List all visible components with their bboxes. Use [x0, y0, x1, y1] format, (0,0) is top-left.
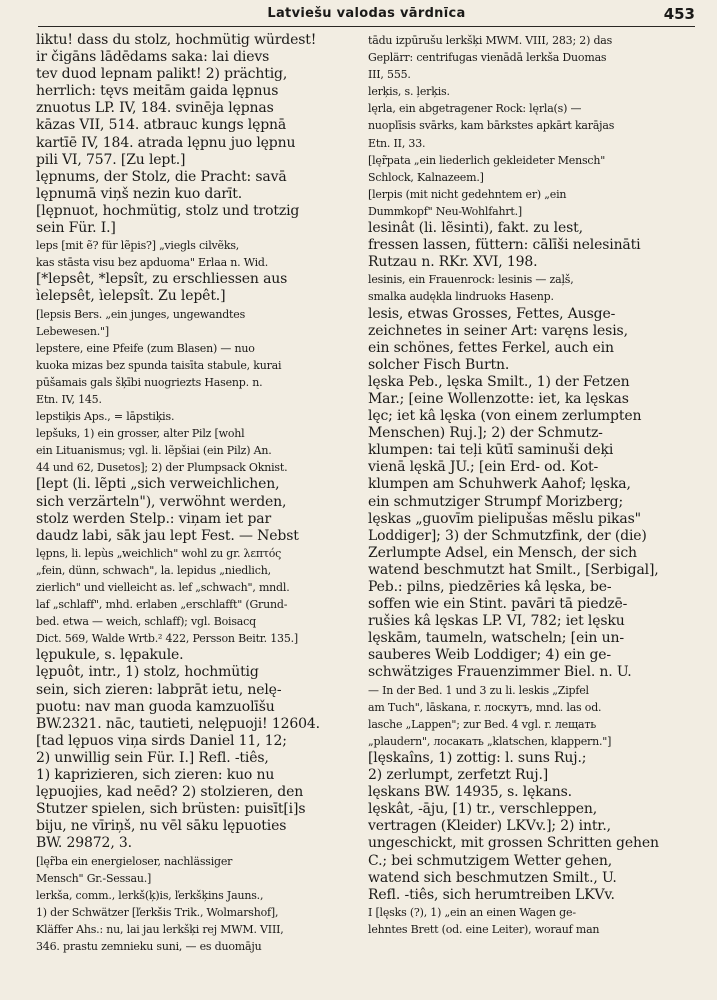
text-line: lępns, li. lepùs „weichlich" wohl zu gr. λεπτός: [36, 546, 282, 560]
right-column: [368, 32, 696, 992]
text-line: Geplärr: centrifugas vienādā lerkša Duomas: [368, 51, 607, 65]
text-line: 1) der Schwätzer [ľerkšis Trik., Wolmarshof],: [36, 905, 279, 919]
text-line: stolz werden Stelp.: viņam iet par: [36, 510, 271, 527]
text-line: 2) zerlumpt, zerfetzt Ruj.]: [368, 767, 549, 784]
text-line: [lept (li. lẽpti „sich verweichlichen,: [36, 476, 280, 493]
text-line: kas stāsta visu bez apduoma" Erlaa n. Wid.: [36, 256, 269, 270]
text-line: puotu: nav man guoda kamzuolīšu: [36, 698, 275, 715]
text-line: rušies kâ lęskas LP. VI, 782; iet lęsku: [368, 613, 625, 630]
text-line: vertragen (Kleider) LKVv.]; 2) intr.,: [368, 818, 611, 835]
text-line: 346. prastu zemnieku suni, — es duomāju: [36, 939, 262, 953]
text-line: tādu izpūrušu lerkšķi MWM. VIII, 283; 2) das: [368, 34, 613, 47]
text-line: ìelepsêt, ìelepsît. Zu lepêt.]: [36, 288, 226, 305]
text-line: pūšamais gals šķībi nuogriezts Hasenp. n.: [36, 375, 263, 389]
text-line: watend beschmutzt hat Smilt., [Serbigal],: [368, 561, 659, 578]
text-line: Refl. -tiês, sich herumtreiben LKVv.: [368, 886, 615, 903]
text-line: Schlock, Kalnazeem.]: [368, 170, 484, 184]
text-line: ungeschickt, mit grossen Schritten gehen: [368, 835, 659, 852]
text-line: ein schmutziger Strumpf Morizberg;: [368, 493, 624, 510]
text-line: kāzas VII, 514. atbrauc kungs lępnā: [36, 117, 287, 134]
text-line: znuotus LP. IV, 184. svinēja lępnas: [36, 100, 274, 117]
text-line: Mar.; [eine Wollenzotte: iet, ka lęskas: [368, 390, 629, 407]
text-line: lerķis, s. ļerķis.: [368, 85, 450, 99]
text-line: zierlich" und vielleicht as. lef „schwach", mndl.: [36, 581, 290, 594]
text-line: Etn. II, 33.: [368, 136, 426, 150]
text-line: lęc; iet kâ lęska (von einem zerlumpten: [368, 408, 642, 425]
text-line: watend sich beschmutzen Smilt., U.: [368, 869, 617, 886]
text-line: sein, sich zieren: labprāt ietu, nelę-: [36, 681, 282, 698]
text-line: Peb.: pilns, piedzēries kâ lęska, be-: [368, 579, 612, 595]
text-line: lępukule, s. lępakule.: [36, 647, 184, 664]
text-line: bed. etwa — weich, schlaff); vgl. Boisacq: [36, 615, 256, 629]
page-number: 453: [663, 5, 695, 23]
text-line: lęskas „guovīm pielipušas mẽslu pikas": [368, 510, 641, 527]
text-line: lęska Peb., lęska Smilt., 1) der Fetzen: [368, 373, 630, 390]
text-line: ir čigāns lādēdams saka: lai dievs: [36, 49, 270, 66]
text-line: lepstere, eine Pfeife (zum Blasen) — nuo: [36, 341, 255, 355]
text-line: klumpen am Schuhwerk Aahof; lęska,: [368, 476, 631, 493]
page-header: [38, 4, 695, 27]
text-line: Etn. IV, 145.: [36, 392, 102, 406]
text-line: lepstiķis Aps., = lāpstiķis.: [36, 410, 175, 424]
text-line: lęskât, -āju, [1) tr., verschleppen,: [368, 801, 598, 818]
text-line: lępuojies, kad neēd? 2) stolzieren, den: [36, 784, 304, 801]
text-line: [lepsis Bers. „ein junges, ungewandtes: [36, 307, 246, 321]
text-line: am Tuch", lāskana, r. лоскутъ, mnd. las od.: [368, 700, 602, 714]
text-line: Kläffer Ahs.: nu, lai jau lerkšķi rej MWM. VIII,: [36, 922, 284, 936]
text-line: sich verzärteln"), verwöhnt werden,: [36, 493, 287, 510]
text-line: schwätziges Frauenzimmer Biel. n. U.: [368, 664, 632, 681]
text-line: — In der Bed. 1 und 3 zu li. leskis „Zipfel: [368, 683, 589, 697]
text-line: C.; bei schmutzigem Wetter gehen,: [368, 852, 613, 869]
text-line: BW.2321. nāc, tautieti, nelępuoji! 12604.: [36, 715, 320, 732]
text-line: pili VI, 757. [Zu lept.]: [36, 151, 186, 168]
text-line: [*lepsêt, *lepsît, zu erschliessen aus: [36, 271, 288, 288]
text-line: 2) unwillig sein Für. I.] Refl. -tiês,: [36, 749, 269, 766]
text-line: Loddiger]; 3) der Schmutzfink, der (die): [368, 527, 647, 544]
text-line: tev duod lepnam palikt! 2) prächtig,: [36, 66, 288, 83]
text-line: lępnumā viņš nezin kuo darīt.: [36, 185, 243, 202]
text-line: 44 und 62, Dusetos]; 2) der Plumpsack Oknist.: [36, 461, 288, 475]
text-line: lępnums, der Stolz, die Pracht: savā: [36, 168, 287, 185]
text-line: daudz labi, sāk jau lept Fest. — Nebst: [36, 527, 299, 544]
text-line: sein Für. I.]: [36, 220, 116, 237]
text-line: BW. 29872, 3.: [36, 835, 132, 852]
text-line: lerkša, comm., lerkš(ķ)is, ľerkšķins Jauns.,: [36, 888, 264, 902]
text-line: III, 555.: [368, 68, 411, 82]
text-line: kartīē IV, 184. atrada lępnu juo lępnu: [36, 134, 296, 151]
text-line: [lęskaîns, 1) zottig: l. suns Ruj.;: [368, 749, 587, 766]
text-line: [lęr̃ba ein energieloser, nachlässiger: [36, 854, 233, 868]
text-line: nuoplīsis svārks, kam bārkstes apkārt karājas: [368, 119, 615, 133]
text-line: Mensch" Gr.-Sessau.]: [36, 871, 152, 885]
text-line: klumpen: tai teļi kūtī saminuši deķi: [368, 442, 614, 459]
text-line: Dummkopf" Neu-Wohlfahrt.]: [368, 204, 523, 218]
text-line: [tad lępuos viņa sirds Daniel 11, 12;: [36, 732, 287, 749]
text-line: Lebewesen."]: [36, 324, 109, 338]
text-line: sauberes Weib Loddiger; 4) ein ge-: [368, 647, 611, 664]
text-line: vienā lęskā JU.; [ein Erd- od. Kot-: [368, 459, 599, 476]
text-line: [lerpis (mit nicht gedehntem er) „ein: [368, 187, 567, 201]
text-line: lęrla, ein abgetragener Rock: lęrla(s) —: [368, 102, 582, 116]
text-line: kuoka mizas bez spunda taisīta stabule, kurai: [36, 358, 282, 372]
text-line: Rutzau n. RKr. XVI, 198.: [368, 254, 538, 271]
text-line: lasche „Lappen"; zur Bed. 4 vgl. r. лещать: [368, 717, 596, 731]
text-line: leps [mit ẽ? für lẽpis?] „viegls cilvẽks,: [36, 239, 240, 253]
text-line: Menschen) Ruj.]; 2) der Schmutz-: [368, 425, 603, 442]
text-line: solcher Fisch Burtn.: [368, 356, 510, 373]
text-line: smalka audękla lindruoks Hasenp.: [368, 290, 554, 304]
text-line: ein Lituanismus; vgl. li. lẽpšiai (ein Pilz) An.: [36, 444, 272, 458]
text-line: herrlich: tęvs meitām gaida lępnus: [36, 83, 279, 100]
text-line: liktu! dass du stolz, hochmütig würdest!: [36, 32, 317, 48]
text-line: lehntes Brett (od. eine Leiter), worauf man: [368, 922, 600, 936]
text-line: lepšuks, 1) ein grosser, alter Pilz [wohl: [36, 427, 245, 441]
left-column: [36, 32, 358, 992]
text-line: laf „schlaff", mhd. erlaben „erschlafft" (Grund-: [36, 598, 288, 612]
text-line: soffen wie ein Stint. pavāri tā piedzē-: [368, 596, 628, 613]
text-line: lesinis, ein Frauenrock: lesinis — zaļš,: [368, 273, 574, 287]
text-line: Dict. 569, Walde Wrtb.² 422, Persson Beitr. 135.]: [36, 632, 299, 646]
text-line: [lęr̃pata „ein liederlich gekleideter Mensch": [368, 153, 606, 167]
text-line: 1) kaprizieren, sich zieren: kuo nu: [36, 767, 275, 784]
text-line: I [lęsks (?), 1) „ein an einen Wagen ge-: [368, 905, 576, 919]
text-line: lesis, etwas Grosses, Fettes, Ausge-: [368, 305, 616, 322]
text-line: [lępnuot, hochmütig, stolz und trotzig: [36, 202, 300, 219]
text-line: fressen lassen, füttern: cālīši nelesināti: [368, 237, 641, 254]
text-line: Stutzer spielen, sich brüsten: puisīt[i]s: [36, 801, 306, 818]
text-line: biju, ne vīriņš, nu vēl sāku lępuoties: [36, 818, 287, 835]
text-line: ein schönes, fettes Ferkel, auch ein: [368, 339, 614, 356]
text-line: lępuôt, intr., 1) stolz, hochmütig: [36, 664, 259, 681]
text-line: lęskans BW. 14935, s. lękans.: [368, 784, 572, 801]
page-title: Latviešu valodas vārdnīca: [267, 6, 466, 21]
text-line: „fein, dünn, schwach", la. lepidus „niedlich,: [36, 563, 271, 577]
text-line: Zerlumpte Adsel, ein Mensch, der sich: [368, 544, 637, 561]
text-line: lesinât (li. lẽsinti), fakt. zu lest,: [368, 220, 583, 237]
text-line: „plaudern", лосакать „klatschen, klappern."]: [368, 734, 612, 748]
text-line: zeichnetes in seiner Art: varęns lesis,: [368, 322, 628, 339]
text-line: lęskām, taumeln, watscheln; [ein un-: [368, 630, 624, 647]
